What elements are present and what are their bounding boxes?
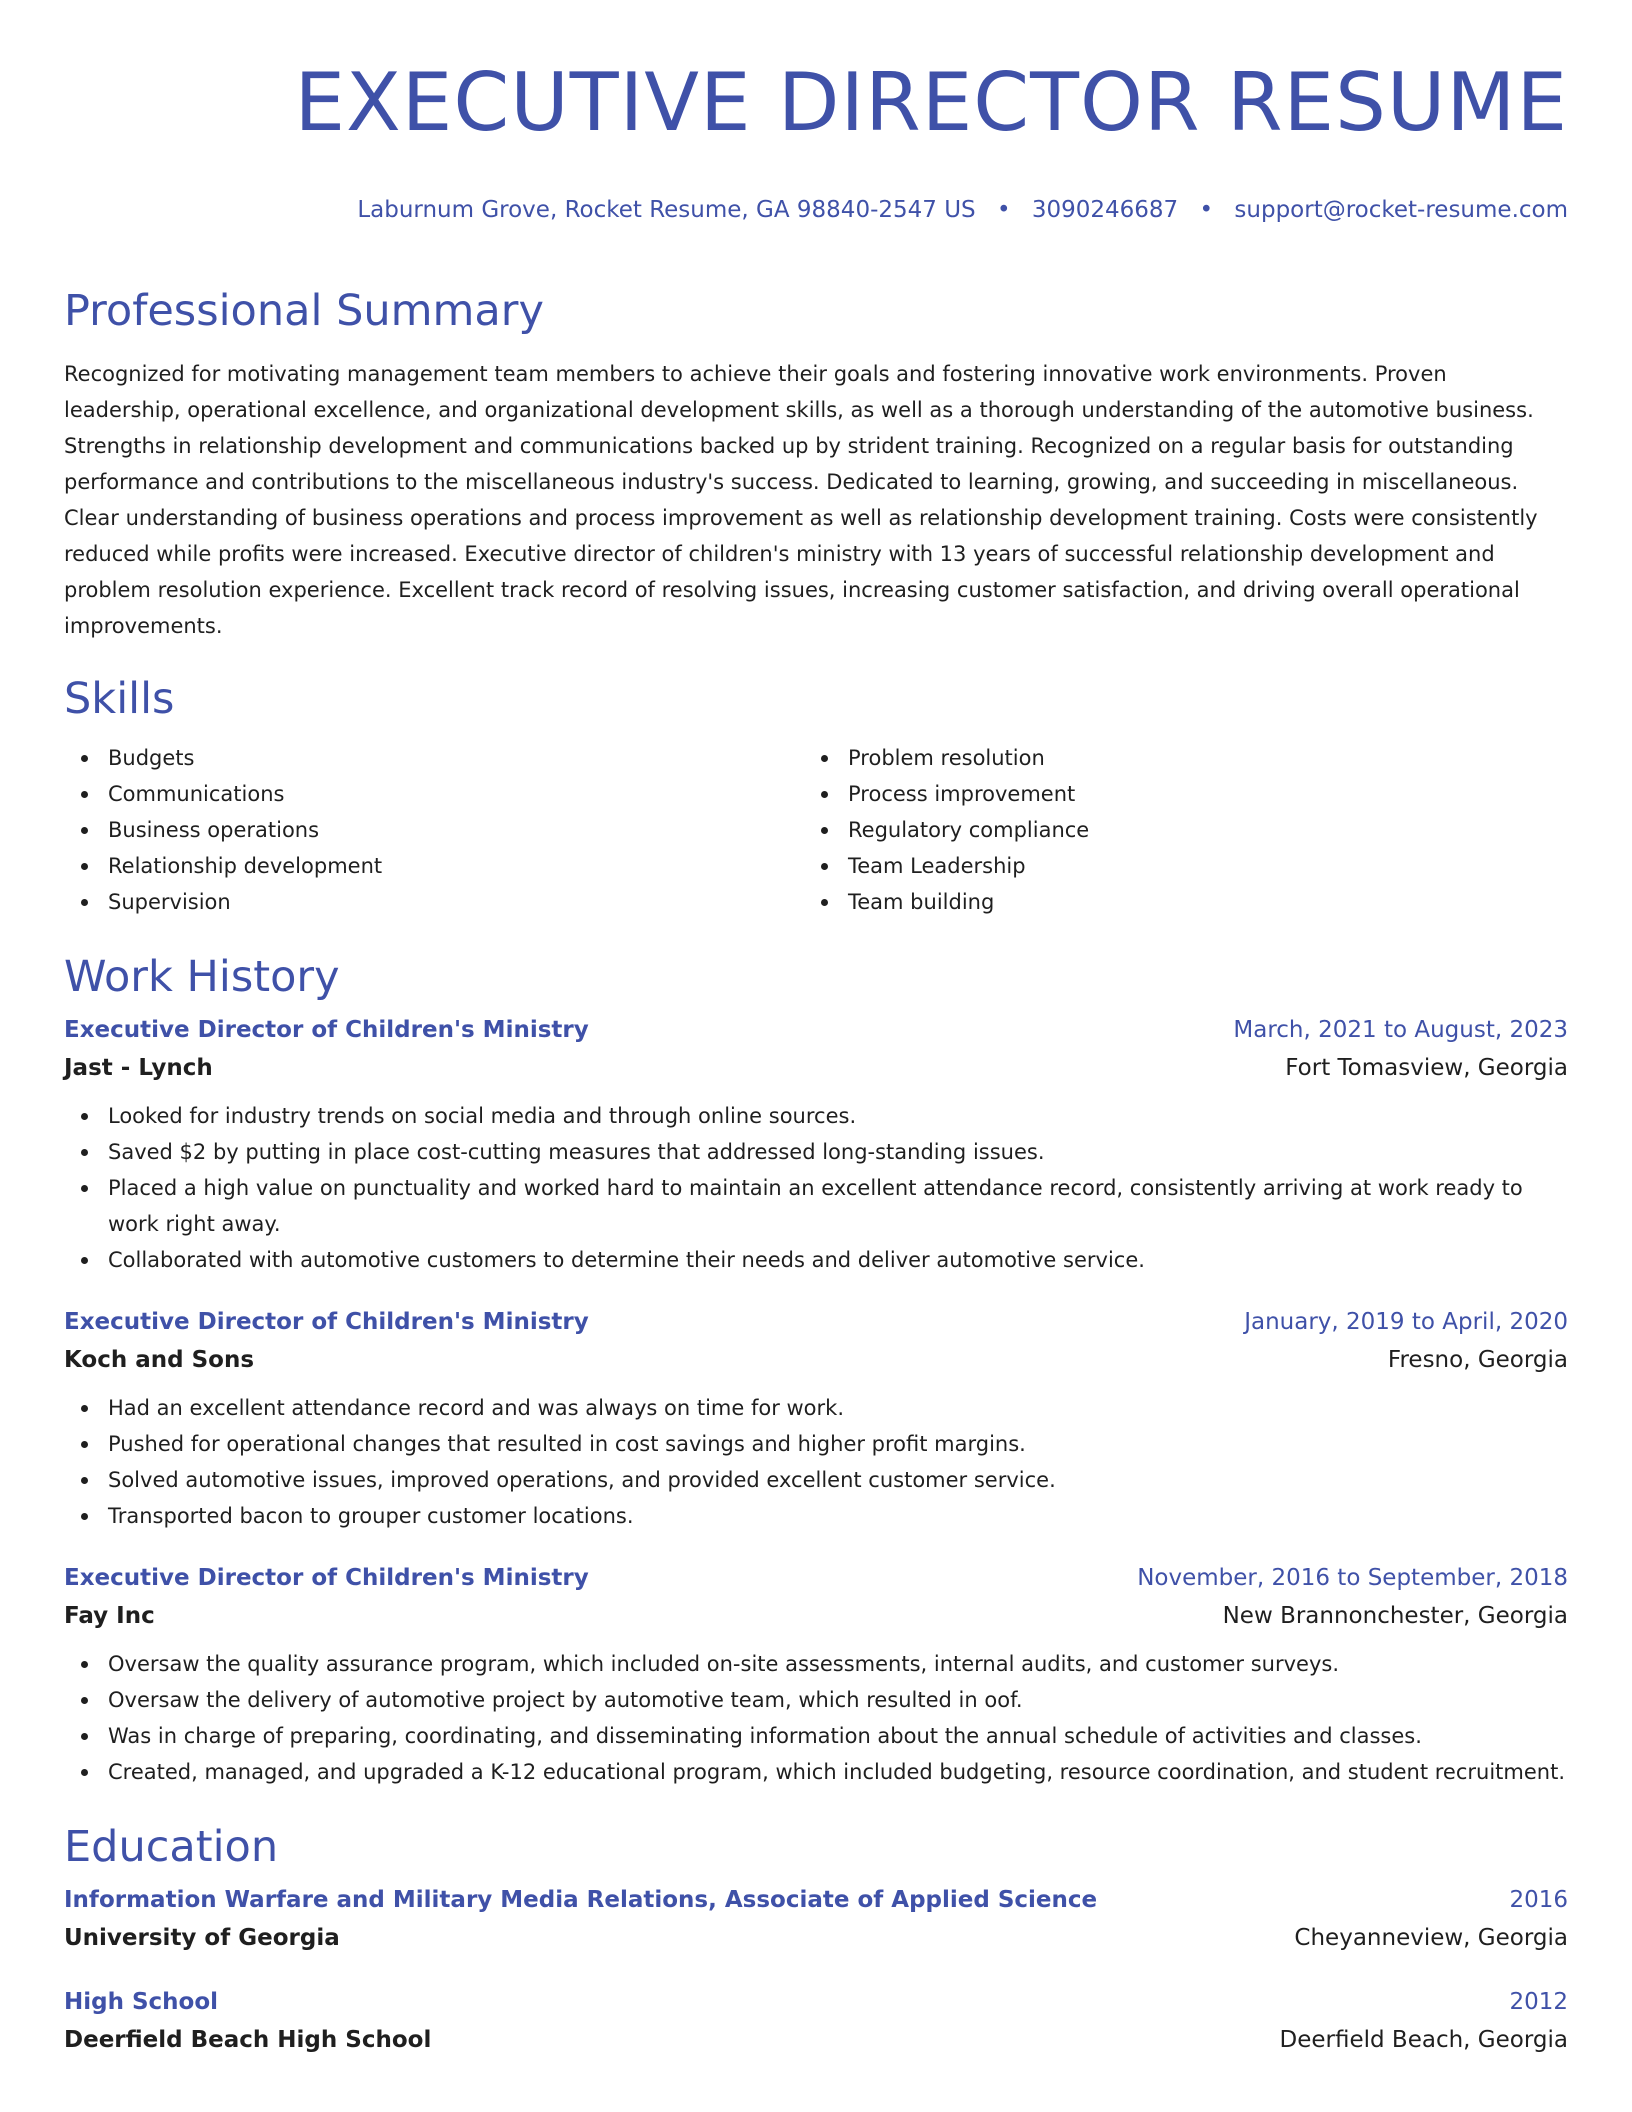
job-dates: March, 2021 to August, 2023 (1233, 1017, 1568, 1043)
job-entry (64, 1012, 1568, 1278)
job-bullet: Was in charge of preparing, coordinating, and disseminating information about the annual schedule of activities and classes. (64, 1718, 1568, 1754)
contact-address: Laburnum Grove, Rocket Resume, GA 98840-2547 US (357, 197, 976, 223)
job-location: Fresno, Georgia (1387, 1347, 1568, 1373)
education-entry (64, 1984, 1568, 2060)
education-year: 2016 (1509, 1887, 1568, 1913)
job-title: Executive Director of Children's Ministry (64, 1565, 589, 1591)
job-bullet: Oversaw the quality assurance program, which included on-site assessments, internal audits, and customer surveys. (64, 1646, 1568, 1682)
education-year: 2012 (1509, 1989, 1568, 2015)
job-title: Executive Director of Children's Ministry (64, 1017, 589, 1043)
job-company: Jast - Lynch (64, 1055, 213, 1081)
job-bullets (64, 1098, 1568, 1278)
contact-phone: 3090246687 (1031, 197, 1179, 223)
job-bullet: Created, managed, and upgraded a K-12 educational program, which included budgeting, resource coordination, and student recruitment. (64, 1754, 1568, 1790)
job-bullets (64, 1646, 1568, 1790)
contact-separator: • (996, 197, 1011, 223)
job-bullet: Pushed for operational changes that resulted in cost savings and higher profit margins. (64, 1426, 1568, 1462)
job-entry (64, 1560, 1568, 1790)
education-degree: High School (64, 1989, 219, 2015)
job-dates: November, 2016 to September, 2018 (1137, 1565, 1568, 1591)
skill-item: Problem resolution (804, 740, 1544, 776)
job-bullet: Oversaw the delivery of automotive project by automotive team, which resulted in oof. (64, 1682, 1568, 1718)
skill-item: Supervision (64, 884, 804, 920)
job-bullet: Looked for industry trends on social media and through online sources. (64, 1098, 1568, 1134)
job-location: Fort Tomasview, Georgia (1285, 1055, 1568, 1081)
skill-item: Team building (804, 884, 1544, 920)
skill-item: Relationship development (64, 848, 804, 884)
skill-item: Business operations (64, 812, 804, 848)
job-bullets (64, 1390, 1568, 1534)
summary-heading: Professional Summary (64, 286, 544, 336)
job-dates: January, 2019 to April, 2020 (1244, 1309, 1568, 1335)
skill-item: Budgets (64, 740, 804, 776)
skills-column-left (64, 740, 804, 920)
education-heading: Education (64, 1822, 279, 1872)
job-bullet: Saved $2 by putting in place cost-cutting measures that addressed long-standing issues. (64, 1134, 1568, 1170)
job-bullet: Solved automotive issues, improved operations, and provided excellent customer service. (64, 1462, 1568, 1498)
contact-separator: • (1199, 197, 1214, 223)
contact-email: support@rocket-resume.com (1234, 197, 1568, 223)
skill-item: Team Leadership (804, 848, 1544, 884)
education-school: Deerfield Beach High School (64, 2027, 432, 2053)
job-company: Fay Inc (64, 1603, 155, 1629)
job-company: Koch and Sons (64, 1347, 255, 1373)
job-title: Executive Director of Children's Ministry (64, 1309, 589, 1335)
skills-heading: Skills (64, 674, 175, 724)
job-bullet: Placed a high value on punctuality and worked hard to maintain an excellent attendance record, consistently arriving at work ready to work right away. (64, 1170, 1568, 1242)
summary-text: Recognized for motivating management team members to achieve their goals and fostering innovative work environments. Proven leadership, operational excellence, and organizational development skills, as well as a thorough understanding of the automotive business. Strengths in relationship development and communications backed up by strident training. Recognized on a regular basis for outstanding performance and contributions to the miscellaneous industry's success. Dedicated to learning, growing, and succeeding in miscellaneous. Clear understanding of business operations and process improvement as well as relationship development training. Costs were consistently reduced while profits were increased. Executive director of children's ministry with 13 years of successful relationship development and problem resolution experience. Excellent track record of resolving issues, increasing customer satisfaction, and driving overall operational improvements. (64, 362, 1538, 638)
skills-list (64, 740, 1568, 920)
education-degree: Information Warfare and Military Media Relations, Associate of Applied Science (64, 1887, 1098, 1913)
resume-title: EXECUTIVE DIRECTOR RESUME (294, 56, 1568, 149)
work-history-heading: Work History (64, 952, 340, 1002)
skill-item: Process improvement (804, 776, 1544, 812)
skills-column-right (804, 740, 1544, 920)
job-entry (64, 1304, 1568, 1534)
job-location: New Brannonchester, Georgia (1222, 1603, 1568, 1629)
education-entry (64, 1882, 1568, 1958)
job-bullet: Transported bacon to grouper customer locations. (64, 1498, 1568, 1534)
skill-item: Communications (64, 776, 804, 812)
education-location: Deerfield Beach, Georgia (1279, 2027, 1568, 2053)
education-location: Cheyanneview, Georgia (1294, 1925, 1568, 1951)
job-bullet: Had an excellent attendance record and was always on time for work. (64, 1390, 1568, 1426)
contact-line (64, 196, 1568, 224)
job-bullet: Collaborated with automotive customers to determine their needs and deliver automotive service. (64, 1242, 1568, 1278)
skill-item: Regulatory compliance (804, 812, 1544, 848)
education-school: University of Georgia (64, 1925, 340, 1951)
